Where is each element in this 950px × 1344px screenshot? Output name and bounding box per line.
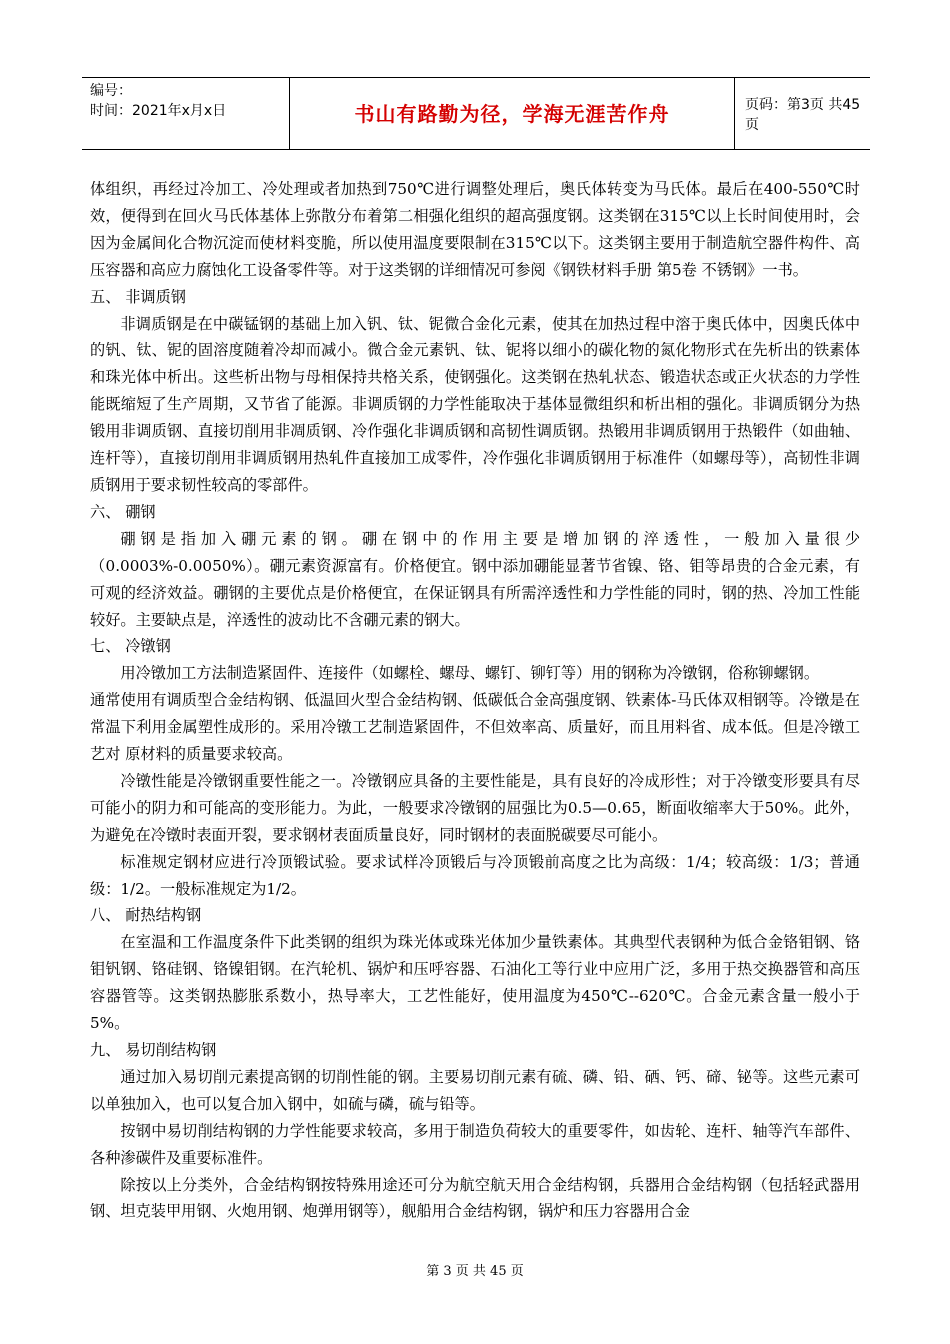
paragraph: 在室温和工作温度条件下此类钢的组织为珠光体或珠光体加少量铁素体。其典型代表钢种为低合金铬钼钢、铬钼钒钢、铬硅钢、铬镍钼钢。在汽轮机、锅炉和压呼容器、石油化工等行业中应用广泛，多用于热交换器管和高压容器管等。这类钢热膨胀系数小，热导率大，工艺性能好，使用温度为450℃--620℃。合金元素含量一般小于5%。 xyxy=(90,933,860,1033)
paragraph: 通常使用有调质型合金结构钢、低温回火型合金结构钢、低碳低合金高强度钢、铁素体-马氏体双相钢等。冷镦是在常温下利用金属塑性成形的。采用冷镦工艺制造紧固件，不但效率高、质量好，而且用料省、成本低。但是冷镦工艺对 原材料的质量要求较高。 xyxy=(90,691,860,764)
header-page-label: 页码：第3页 共45页 xyxy=(745,96,861,133)
header-meta xyxy=(82,78,289,149)
section-heading: 六、 硼钢 xyxy=(90,502,156,521)
page-header xyxy=(82,77,870,150)
paragraph: 按钢中易切削结构钢的力学性能要求较高，多用于制造负荷较大的重要零件，如齿轮、连杆、轴等汽车部件、各种渗碳件及重要标准件。 xyxy=(90,1121,860,1167)
header-page-cell xyxy=(735,78,870,149)
paragraph: 标准规定钢材应进行冷顶锻试验。要求试样冷顶锻后与冷顶锻前高度之比为高级：1/4；较高级：1/3；普通级：1/2。一般标准规定为1/2。 xyxy=(90,852,860,898)
paragraph: 冷镦性能是冷镦钢重要性能之一。冷镦钢应具备的主要性能是，具有良好的冷成形性；对于冷镦变形要具有尽可能小的阴力和可能高的变形能力。为此，一般要求冷镦钢的屈强比为0.5—0.65，断面收缩率大于50%。此外，为避免在冷镦时表面开裂，要求钢材表面质量良好，同时钢材的表面脱碳要尽可能小。 xyxy=(90,771,860,844)
paragraph: 用冷镦加工方法制造紧固件、连接件（如螺栓、螺母、螺钉、铆钉等）用的钢称为冷镦钢，俗称铆螺钢。 xyxy=(120,664,820,683)
paragraph: 体组织，再经过冷加工、冷处理或者加热到750℃进行调整处理后，奥氏体转变为马氏体。最后在400-550℃时效，便得到在回火马氏体基体上弥散分布着第二相强化组织的超高强度钢。这类钢在315℃以上长时间使用时，会因为金属间化合物沉淀而使材料变脆，所以使用温度要限制在315℃以下。这类钢主要用于制造航空器件构件、高压容器和高应力腐蚀化工设备零件等。对于这类钢的详细情况可参阅《钢铁材料手册 第5卷 不锈钢》一书。 xyxy=(90,180,860,279)
document-time-label: 时间：2021年x月x日 xyxy=(90,103,227,119)
page-footer xyxy=(0,1260,950,1279)
footer-page-number: 第 3 页 共 45 页 xyxy=(426,1264,524,1279)
paragraph: 非调质钢是在中碳锰钢的基础上加入钒、钛、铌微合金化元素，使其在加热过程中溶于奥氏体中，因奥氏体中的钒、钛、铌的固溶度随着冷却而减小。微合金元素钒、钛、铌将以细小的碳化物的氮化物形式在先析出的铁素体和珠光体中析出。这些析出物与母相保持共格关系，使钢强化。这类钢在热轧状态、锻造状态或正火状态的力学性能既缩短了生产周期，又节省了能源。非调质钢的力学性能取决于基体显微组织和析出相的强化。非调质钢分为热锻用非调质钢、直接切削用非凋质钢、冷作强化非调质钢和高韧性调质钢。热锻用非调质钢用于热锻件（如曲轴、连杆等），直接切削用非调质钢用热轧件直接加工成零件，冷作强化非调质钢用于标准件（如螺母等），高韧性非调质钢用于要求韧性较高的零部件。 xyxy=(90,314,860,494)
header-motto-cell xyxy=(289,78,735,149)
header-motto: 书山有路勤为径，学海无涯苦作舟 xyxy=(354,102,670,126)
document-body xyxy=(90,176,860,1225)
section-heading: 五、 非调质钢 xyxy=(90,287,186,306)
section-heading: 八、 耐热结构钢 xyxy=(90,906,202,925)
paragraph: 硼钢是指加入硼元素的钢。硼在钢中的作用主要是增加钢的淬透性，一般加入量很少（0.0003%-0.0050%）。硼元素资源富有。价格便宜。钢中添加硼能显著节省镍、铬、钼等昂贵的合金元素，有可观的经济效益。硼钢的主要优点是价格便宜，在保证钢具有所需淬透性和力学性能的同时，钢的热、冷加工性能较好。主要缺点是，淬透性的波动比不含硼元素的钢大。 xyxy=(90,529,860,629)
section-heading: 七、 冷镦钢 xyxy=(90,637,171,656)
paragraph: 除按以上分类外，合金结构钢按特殊用途还可分为航空航天用合金结构钢，兵器用合金结构钢（包括轻武器用钢、坦克装甲用钢、火炮用钢、炮弹用钢等），舰船用合金结构钢，锅炉和压力容器用合金 xyxy=(90,1175,860,1221)
paragraph: 通过加入易切削元素提高钢的切削性能的钢。主要易切削元素有硫、磷、铅、硒、钙、碲、铋等。这些元素可以单独加入，也可以复合加入钢中，如硫与磷，硫与铅等。 xyxy=(90,1067,860,1113)
section-heading: 九、 易切削结构钢 xyxy=(90,1041,217,1059)
document-number-label: 编号： xyxy=(90,83,132,99)
